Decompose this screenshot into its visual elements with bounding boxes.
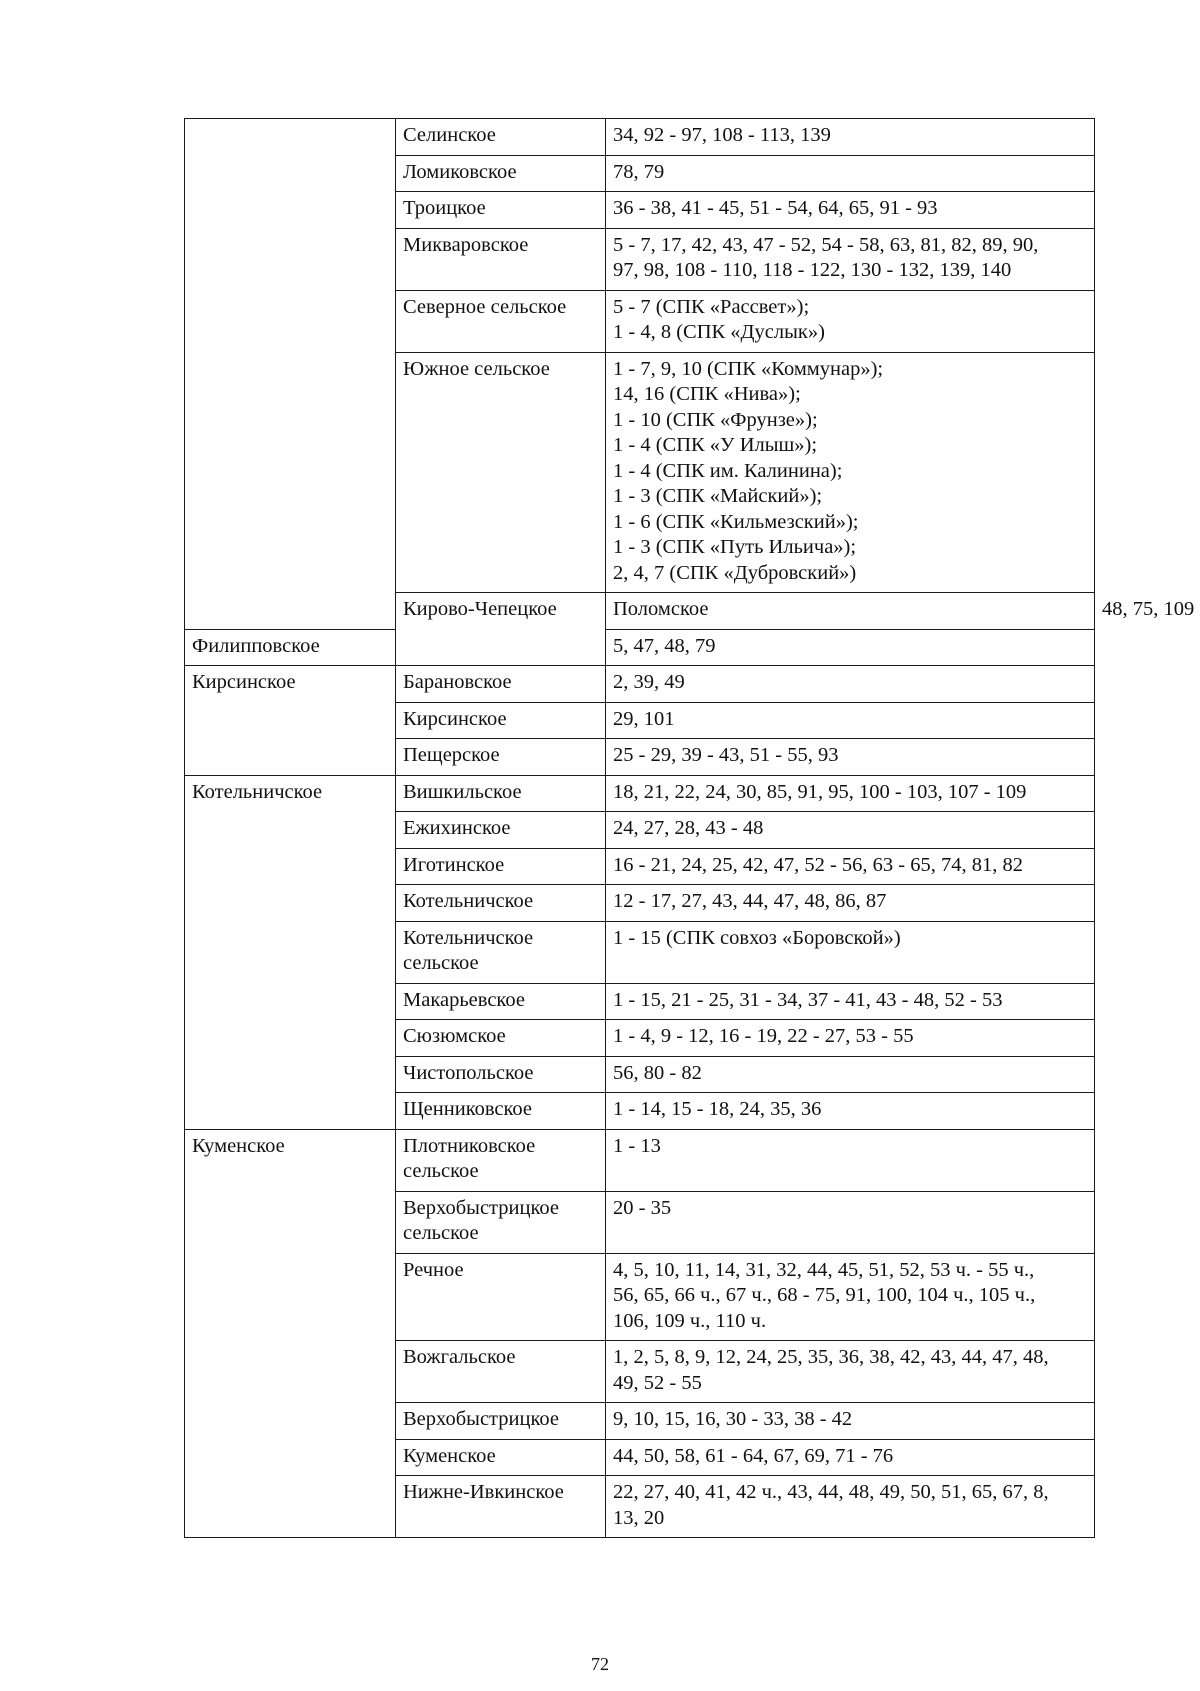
settlement-cell bbox=[396, 1341, 606, 1403]
settlement-name-line: Селинское bbox=[403, 124, 496, 146]
settlement-cell bbox=[396, 228, 606, 290]
numbers-cell bbox=[606, 812, 1095, 849]
settlement-name-line: Северное сельское bbox=[403, 295, 567, 318]
numbers-line: 1 - 3 (СПК «Майский»); bbox=[613, 485, 823, 507]
settlement-name-line: Куменское bbox=[403, 1444, 496, 1467]
settlement-cell bbox=[396, 1476, 606, 1538]
numbers-cell bbox=[606, 155, 1095, 192]
numbers-cell bbox=[606, 666, 1095, 703]
numbers-cell bbox=[606, 739, 1095, 776]
settlement-cell bbox=[606, 593, 1095, 630]
numbers-line: 1, 2, 5, 8, 9, 12, 24, 25, 35, 36, 38, 42, 43, 44, 47, 48, bbox=[613, 1346, 1049, 1368]
settlement-cell bbox=[396, 848, 606, 885]
numbers-line: 2, 39, 49 bbox=[613, 671, 685, 693]
numbers-line: 12 - 17, 27, 43, 44, 47, 48, 86, 87 bbox=[613, 890, 887, 912]
settlement-cell bbox=[396, 352, 606, 593]
numbers-line: 1 - 4, 9 - 12, 16 - 19, 22 - 27, 53 - 55 bbox=[613, 1025, 914, 1047]
numbers-cell bbox=[606, 1341, 1095, 1403]
settlements-table-body bbox=[185, 119, 1195, 1538]
numbers-cell bbox=[606, 775, 1095, 812]
numbers-line: 36 - 38, 41 - 45, 51 - 54, 64, 65, 91 - 93 bbox=[613, 197, 938, 219]
numbers-line: 34, 92 - 97, 108 - 113, 139 bbox=[613, 124, 831, 146]
numbers-cell bbox=[606, 1476, 1095, 1538]
settlement-cell bbox=[185, 629, 396, 666]
settlement-cell bbox=[396, 155, 606, 192]
numbers-cell bbox=[606, 702, 1095, 739]
table-row bbox=[185, 1129, 1095, 1191]
numbers-line: 78, 79 bbox=[613, 160, 665, 183]
numbers-line: 25 - 29, 39 - 43, 51 - 55, 93 bbox=[613, 744, 839, 766]
numbers-line: 56, 65, 66 ч., 67 ч., 68 - 75, 91, 100, 104 ч., 105 ч., bbox=[613, 1284, 1036, 1306]
settlement-cell bbox=[396, 702, 606, 739]
settlement-name-line: Поломское bbox=[613, 598, 709, 620]
numbers-line: 1 - 15, 21 - 25, 31 - 34, 37 - 41, 43 - 48, 52 - 53 bbox=[613, 988, 1003, 1011]
numbers-line: 106, 109 ч., 110 ч. bbox=[613, 1309, 767, 1332]
settlements-table bbox=[184, 118, 1195, 1538]
district-cell: Куменское bbox=[185, 1129, 396, 1538]
settlement-name-line: Щенниковское bbox=[403, 1098, 533, 1120]
numbers-line: 5 - 7 (СПК «Рассвет»); bbox=[613, 295, 810, 318]
settlement-name-line: Нижне-Ивкинское bbox=[403, 1481, 564, 1503]
settlement-name-line: Ломиковское bbox=[403, 160, 517, 183]
numbers-line: 1 - 14, 15 - 18, 24, 35, 36 bbox=[613, 1098, 822, 1120]
settlement-name-line: Сюзюмское bbox=[403, 1025, 506, 1047]
settlement-cell bbox=[396, 885, 606, 922]
settlement-name-line: Котельничское bbox=[403, 926, 534, 949]
numbers-line: 1 - 4, 8 (СПК «Дуслык») bbox=[613, 321, 825, 343]
numbers-line: 1 - 7, 9, 10 (СПК «Коммунар»); bbox=[613, 357, 884, 380]
numbers-cell bbox=[606, 1253, 1095, 1341]
numbers-line: 20 - 35 bbox=[613, 1196, 672, 1219]
settlement-cell bbox=[396, 1056, 606, 1093]
settlement-cell bbox=[396, 290, 606, 352]
district-cell: Котельничское bbox=[185, 775, 396, 1129]
numbers-cell bbox=[606, 1093, 1095, 1130]
settlement-name-line: Ежихинское bbox=[403, 817, 511, 839]
table-row bbox=[185, 775, 1095, 812]
settlement-cell bbox=[396, 666, 606, 703]
settlement-name-line: Чистопольское bbox=[403, 1061, 534, 1084]
settlement-name-line: Филипповское bbox=[192, 634, 320, 657]
numbers-cell bbox=[606, 983, 1095, 1020]
numbers-line: 1 - 4 (СПК им. Калинина); bbox=[613, 459, 843, 482]
settlement-cell bbox=[396, 1253, 606, 1341]
settlement-name-line: Барановское bbox=[403, 671, 512, 693]
district-cell bbox=[185, 119, 396, 630]
numbers-line: 56, 80 - 82 bbox=[613, 1061, 702, 1084]
settlement-cell bbox=[396, 775, 606, 812]
settlement-name-line: Южное сельское bbox=[403, 357, 550, 380]
settlement-name-line: сельское bbox=[403, 952, 479, 974]
table-row: Кирово-Чепецкое Поломское 48, 75, 109 bbox=[185, 593, 1095, 630]
numbers-cell bbox=[606, 629, 1095, 666]
numbers-cell bbox=[606, 1056, 1095, 1093]
numbers-line: 1 - 3 (СПК «Путь Ильича»); bbox=[613, 536, 857, 558]
district-cell: Кирово-Чепецкое bbox=[396, 593, 606, 666]
settlement-name-line: Котельничское bbox=[403, 890, 534, 912]
numbers-line: 13, 20 bbox=[613, 1506, 665, 1529]
settlement-cell bbox=[396, 1093, 606, 1130]
numbers-line: 22, 27, 40, 41, 42 ч., 43, 44, 48, 49, 50, 51, 65, 67, 8, bbox=[613, 1481, 1049, 1503]
numbers-line: 1 - 4 (СПК «У Илыш»); bbox=[613, 434, 818, 456]
numbers-cell bbox=[606, 192, 1095, 229]
settlement-cell bbox=[396, 983, 606, 1020]
numbers-cell bbox=[606, 921, 1095, 983]
settlement-cell bbox=[396, 1129, 606, 1191]
numbers-line: 97, 98, 108 - 110, 118 - 122, 130 - 132, 139, 140 bbox=[613, 259, 1012, 281]
settlement-cell bbox=[396, 1439, 606, 1476]
settlement-cell bbox=[396, 921, 606, 983]
numbers-cell bbox=[606, 352, 1095, 593]
numbers-cell bbox=[606, 1020, 1095, 1057]
numbers-line: 44, 50, 58, 61 - 64, 67, 69, 71 - 76 bbox=[613, 1444, 894, 1467]
numbers-cell bbox=[606, 119, 1095, 156]
settlement-name-line: сельское bbox=[403, 1160, 479, 1182]
settlement-name-line: Вожгальское bbox=[403, 1346, 516, 1368]
settlement-name-line: Верхобыстрицкое bbox=[403, 1408, 559, 1430]
numbers-line: 5 - 7, 17, 42, 43, 47 - 52, 54 - 58, 63, 81, 82, 89, 90, bbox=[613, 233, 1039, 256]
numbers-line: 49, 52 - 55 bbox=[613, 1371, 702, 1394]
numbers-cell bbox=[606, 1129, 1095, 1191]
numbers-cell bbox=[606, 848, 1095, 885]
numbers-line: 24, 27, 28, 43 - 48 bbox=[613, 817, 764, 839]
table-row bbox=[185, 119, 1095, 156]
numbers-line: 1 - 6 (СПК «Кильмезский»); bbox=[613, 510, 859, 533]
numbers-line: 18, 21, 22, 24, 30, 85, 91, 95, 100 - 103, 107 - 109 bbox=[613, 780, 1027, 803]
settlement-name-line: Макарьевское bbox=[403, 988, 525, 1011]
numbers-line: 2, 4, 7 (СПК «Дубровский») bbox=[613, 561, 857, 584]
settlement-cell bbox=[396, 1191, 606, 1253]
numbers-cell bbox=[606, 1439, 1095, 1476]
numbers-line: 1 - 10 (СПК «Фрунзе»); bbox=[613, 408, 818, 431]
numbers-line: 16 - 21, 24, 25, 42, 47, 52 - 56, 63 - 65, 74, 81, 82 bbox=[613, 853, 1023, 876]
settlement-name-line: сельское bbox=[403, 1222, 479, 1244]
numbers-line: 1 - 13 bbox=[613, 1134, 661, 1157]
numbers-line: 5, 47, 48, 79 bbox=[613, 634, 716, 657]
numbers-line: 29, 101 bbox=[613, 707, 675, 730]
settlement-name-line: Речное bbox=[403, 1258, 464, 1281]
numbers-line: 14, 16 (СПК «Нива»); bbox=[613, 383, 801, 405]
settlement-name-line: Микваровское bbox=[403, 233, 529, 256]
settlement-name-line: Верхобыстрицкое bbox=[403, 1196, 559, 1219]
numbers-cell bbox=[606, 290, 1095, 352]
numbers-line: 4, 5, 10, 11, 14, 31, 32, 44, 45, 51, 52, 53 ч. - 55 ч., bbox=[613, 1258, 1035, 1281]
settlement-name-line: Плотниковское bbox=[403, 1134, 536, 1157]
settlement-cell bbox=[396, 812, 606, 849]
numbers-cell bbox=[606, 1403, 1095, 1440]
numbers-cell bbox=[606, 228, 1095, 290]
settlement-cell bbox=[396, 739, 606, 776]
settlement-name-line: Вишкильское bbox=[403, 780, 522, 803]
settlement-name-line: Кирсинское bbox=[403, 707, 507, 730]
district-cell: Кирсинское bbox=[185, 666, 396, 776]
table-row bbox=[185, 666, 1095, 703]
page-number: 72 bbox=[591, 1654, 609, 1674]
settlement-name-line: Иготинское bbox=[403, 853, 505, 876]
numbers-line: 1 - 15 (СПК совхоз «Боровской») bbox=[613, 926, 901, 949]
settlement-name-line: Троицкое bbox=[403, 197, 486, 219]
settlement-cell bbox=[396, 119, 606, 156]
settlement-cell bbox=[396, 1020, 606, 1057]
table-row bbox=[185, 629, 1095, 666]
numbers-cell bbox=[606, 1191, 1095, 1253]
settlement-cell bbox=[396, 192, 606, 229]
settlement-name-line: Пещерское bbox=[403, 744, 500, 766]
settlement-cell bbox=[396, 1403, 606, 1440]
numbers-line: 9, 10, 15, 16, 30 - 33, 38 - 42 bbox=[613, 1408, 853, 1430]
numbers-cell bbox=[606, 885, 1095, 922]
